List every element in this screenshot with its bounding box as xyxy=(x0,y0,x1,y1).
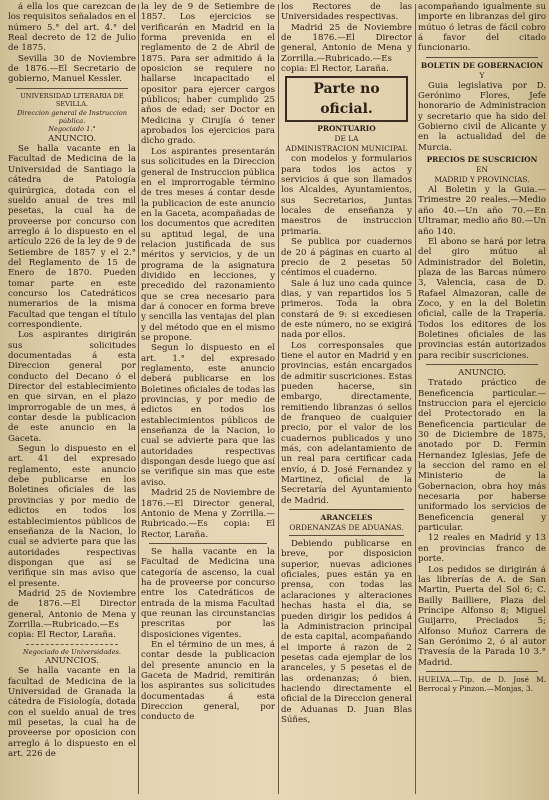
section-box-title: Parte no oficial. xyxy=(285,76,408,122)
notice-heading: ANUNCIO. xyxy=(48,133,96,144)
divider xyxy=(289,535,404,536)
paragraph: Se halla vacante en la Facultad de Medicina una categoría de ascenso, la cual ha de proveerse por concurso entre los Catedráticos de entrada de la misma Facultad que reunan las circunstancias prescritas por las disposiciones vigentes. xyxy=(141,546,275,640)
paragraph: Se publica por cuadernos de 20 á páginas en cuarto al precio de 2 pesetas 50 céntimos el cuaderno. xyxy=(281,237,412,279)
negotiated-label: Negociado 1.° xyxy=(48,125,96,134)
divider xyxy=(26,644,118,645)
section-title: PRONTUARIO xyxy=(317,124,376,134)
paragraph: El abono se hará por letra del giro mútuo al Administrador del Boletin, plaza de las Barcas número 3, Valencia, casa de D. Rafael Almazoran, calle de Zoco, y en la del Boletin oficial, calle de la Trapería. Todos los editores de los Boletines oficiales de las provincias están autorizados para recibir suscriciones. xyxy=(418,236,546,361)
divider xyxy=(426,671,538,672)
paragraph: los Rectores de las Universidades respectivas. xyxy=(281,2,412,23)
paragraph: 12 reales en Madrid y 13 en provincias franco de porte. xyxy=(418,533,546,565)
paragraph: Se halla vacante en la facultad de Medicina de la Universidad de Granada la cátedra de Fisiología, dotada con el sueldo anual de tres mil pesetas, la cual ha de proveerse por oposicion con arreglo á lo dispuesto en el art. 226 de xyxy=(8,666,136,760)
paragraph: Guia legislativa por D. Gerónimo Flores, Jefe honorario de Administracion y secretario que ha sido del Gobierno civil de Alicante y en la actualidad del de Murcia. xyxy=(418,80,546,153)
section-subtitle: ADMINISTRACION MUNICIPAL xyxy=(285,144,408,154)
divider xyxy=(426,364,538,365)
negotiated-label: Negociado de Universidades. xyxy=(22,647,122,656)
column-3 xyxy=(281,2,412,796)
section-title: ARANCELES xyxy=(320,513,373,523)
paragraph: Los aspirantes dirigirán sus solicitudes documentadas á esta Direccion general por conducto del Decano ó el Director del establecimiento en que sirvan, en el plazo improrrogable de un mes, á contar desde la publicacion de este anuncio en la Gaceta. xyxy=(8,330,136,444)
section-subtitle: EN xyxy=(476,165,488,175)
section-subtitle: Y xyxy=(479,70,485,80)
institution-title: UNIVERSIDAD LITERARIA DE SEVILLA. xyxy=(20,91,124,109)
paragraph: Segun lo dispuesto en el art. 41 del expresado reglamento, este anuncio debe publicarse en los Boletines oficiales de las provincias y por medio de edictos en todos los establecimientos públicos de enseñanza de la Nacion, lo cual se advierte para que las autoridades respectivas dispongan que así se verifique sin mas aviso que el presente. xyxy=(8,444,136,589)
signature: Madrid 25 de Noviembre de 1876.—El Director general, Antonio de Mena y Zorrilla.—Rubricado.—Es copia: El Rector, Laraña. xyxy=(141,488,275,540)
paragraph: En el término de un mes, á contar desde la publicacion del presente anuncio en la Gaceta de Madrid, remitirán los aspirantes sus solicitudes documentadas á esta Direccion general, por conducto de xyxy=(141,639,275,723)
section-title: BOLETIN DE GOBERNACION xyxy=(420,60,544,70)
signature: Madrid 25 de Noviembre de 1876.—El Director general, Antonio de Mena y Zorrilla.—Rubricado.—Es copia: El Rector, Laraña. xyxy=(8,588,136,641)
divider xyxy=(289,509,404,510)
paragraph: Al Boletin y la Guia.—Trimestre 20 reales.—Medio año 40.—Un año 70.—En Ultramar, medio año 80.—Un año 140. xyxy=(418,185,546,237)
paragraph: Debiendo publicarse en breve, por disposicion superior, nuevas adiciones oficiales, pues están ya en prensa, con todas las aclaraciones y alteraciones hechas hasta el dia, se pueden dirigir los pedidos á la Administracion principal de esta capital, acompañando el importe á razon de 2 pesetas cada ejemplar de los aranceles, y 5 pesetas el de las ordenanzas; ó bien, haciendo directamente el oficial de la Direccion general de Aduanas D. Juan Blas Súñes, xyxy=(281,539,412,725)
paragraph: Se halla vacante en la Facultad de Medicina de la Universidad de Santiago la cátedra de Patología quirúrgica, dotada con el sueldo anual de tres mil pesetas, la cual ha de proveerse por concurso con arreglo á lo dispuesto en el artículo 226 de la ley de 9 de Setiembre de 1857 y el 2.° del Reglamento de 15 de Enero de 1870. Pueden tomar parte en este concurso los Catedráticos numerarios de la misma Facultad que tengan el título correspondiente. xyxy=(8,144,136,330)
column-4 xyxy=(418,2,546,796)
column-1 xyxy=(8,2,136,796)
notice-heading: ANUNCIOS. xyxy=(45,656,99,667)
section-subtitle: ORDENANZAS DE ADUANAS. xyxy=(289,523,404,533)
column-2 xyxy=(141,2,275,796)
divider xyxy=(426,57,538,58)
divider xyxy=(149,543,267,544)
column-rule xyxy=(138,4,139,794)
column-rule xyxy=(278,4,279,794)
signature: Madrid 25 de Noviembre de 1876.—El Director general, Antonio de Mena y Zorrilla.—Rubricado.—Es copia: El Rector, Laraña. xyxy=(281,22,412,75)
paragraph: acompañando igualmente su importe en libranzas del giro mútuo ó letras de fácil cobro á favor del citado funcionario. xyxy=(418,2,546,54)
paragraph: con modelos y formularios para todos los actos y servicios á que son llamados los Alcaldes, Ayuntamientos, sus Secretarios, Juntas locales de enseñanza y maestros de instruccion primaria. xyxy=(281,154,412,237)
imprint: HUELVA.—Tip. de D. José M. Berrocal y Pinzon.—Monjas, 3. xyxy=(418,674,546,693)
paragraph: Los aspirantes presentarán sus solicitudes en la Direccion general de Instruccion pública en el improrrogable término de tres meses á contar desde la publicacion de este anuncio en la Gaceta, acompañadas de los documentos que acrediten su aptitud legal, de una relacion justificada de sus méritos y servicios, y de un programa de la asignatura dividido en lecciones, y precedido del razonamiento que se crea necesario para dar á conocer en forma breve y sencilla las ventajas del plan y del método que en el mismo se propone. xyxy=(141,146,275,343)
section-subtitle: MADRID Y PROVINCIAS. xyxy=(434,175,530,185)
paragraph: Tratado práctico de Beneficencia particular.—Instruccion para el ejercicio del Protectorado en la Beneficencia particular de 30 de Diciembre de 1875, anotado por D. Fermin Hernandez Iglesias, Jefe de la seccion del ramo en el Ministerio de la Gobernacion, obra hoy más necesaria por haberse uniformado los servicios de Beneficencia general y particular. xyxy=(418,378,546,534)
paragraph: la ley de 9 de Setiembre de 1857. Los ejercicios se verificarán en Madrid en la forma prevenida en el reglamento de 2 de Abril de 1875. Para ser admitido á la oposicion se requiere no hallarse incapacitado el opositor para ejercer cargos públicos; haber cumplido 25 años de edad; ser Doctor en Medicina y Cirujía ó tener aprobados los ejercicios para dicho grado. xyxy=(141,2,275,147)
section-subtitle: DE LA xyxy=(334,134,359,144)
paragraph: Sale á luz uno cada quince dias, y van repartidos los 5 primeros. Toda la obra constará de 9: si excediesen de este número, no se exigirá nada por ellos. xyxy=(281,278,412,341)
paragraph: Segun lo dispuesto en el art. 1.° del expresado reglamento, este anuncio deberá publicarse en los Boletines oficiales de todas las provincias, y por medio de edictos en todos los establecimientos públicos de enseñanza de la Nacion, lo cual se advierte para que las autoridades respectivas dispongan desde luego que así se verifique sin mas que este aviso. xyxy=(141,343,275,488)
paragraph: Los pedidos se dirigirán á las librerías de A. de San Martin, Puerta del Sol 6; C. Bailly Bailliere, Plaza del Príncipe Alfonso 8; Miguel Guijarro, Preciados 5; Alfonso Muñoz Carrera de San Gerónimo 2, ó al autor Travesía de la Parada 10 3.° Madrid. xyxy=(418,564,546,668)
section-title: PRECIOS DE SUSCRICION xyxy=(426,155,538,165)
department-title: Direccion general de Instruccion pública. xyxy=(16,108,128,125)
notice-heading: ANUNCIO. xyxy=(458,367,506,378)
paragraph: Los corresponsales que tiene el autor en Madrid y en provincias, están encargados de admitir suscriciones. Estas pueden hacerse, sin embargo, directamente, remitiendo libranzas ó sellos de franqueo de cualquier precio, por el valor de los cuadernos publicados y uno más, con adelantamiento de un real para certificar cada envío, á D. José Fernandez y Martinez, oficial de la Secretaría del Ayuntamiento de Madrid. xyxy=(281,340,412,506)
signature: Sevilla 30 de Noviembre de 1876.—El Secretario de gobierno, Manuel Kessler. xyxy=(8,53,136,85)
divider xyxy=(16,88,128,89)
column-rule xyxy=(415,4,416,794)
paragraph: á ella los que carezcan de los requisitos señalados en el número 5.° del art. 4.° del Real decreto de 12 de Julio de 1875. xyxy=(8,2,136,54)
